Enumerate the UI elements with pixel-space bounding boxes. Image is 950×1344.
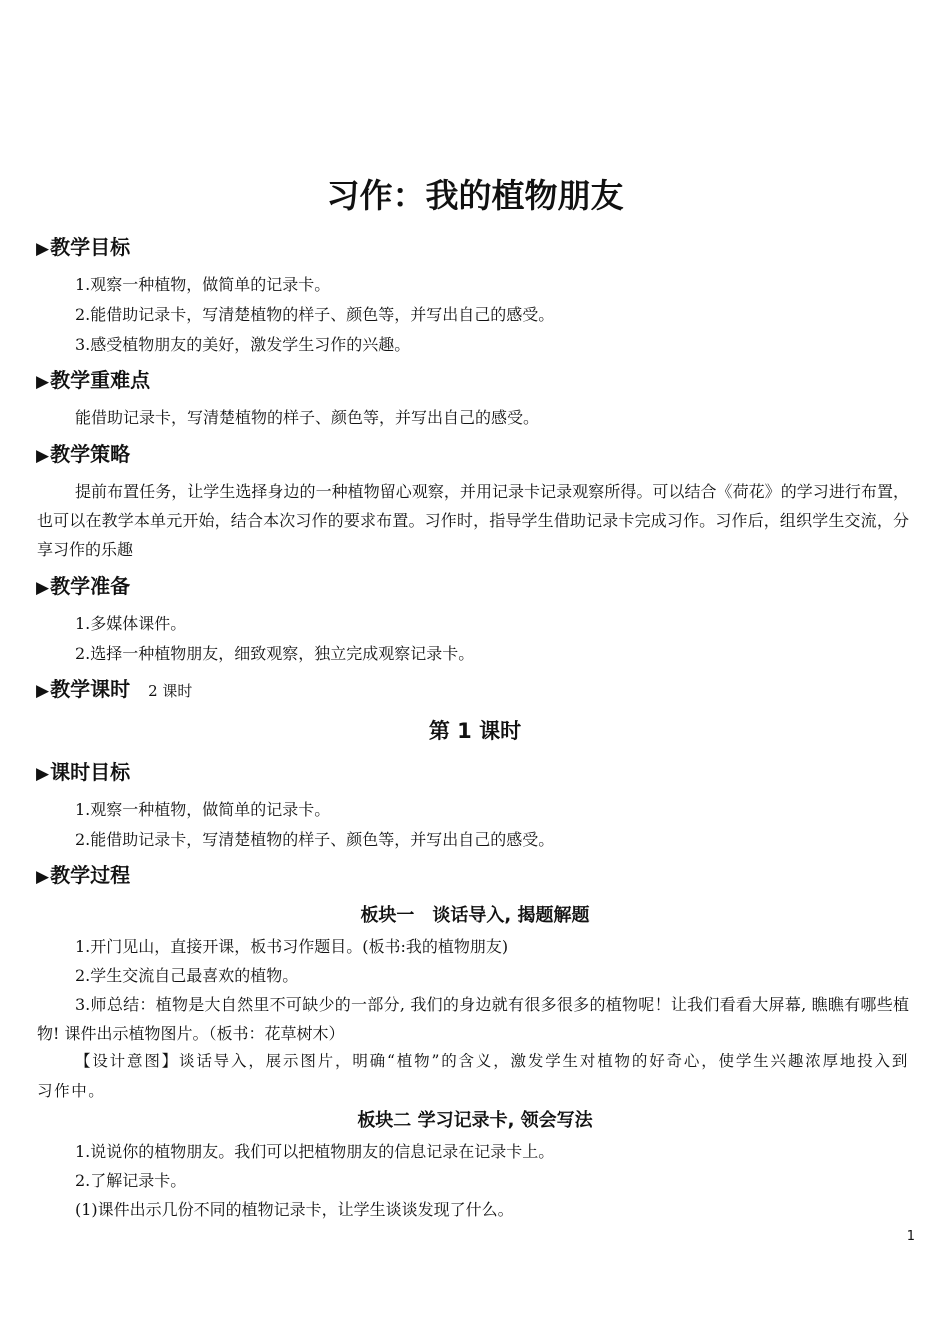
section-heading-goals bbox=[36, 233, 130, 263]
heading-text: 教学策略 bbox=[50, 442, 131, 466]
block2-item-1: 1.说说你的植物朋友。我们可以把植物朋友的信息记录在记录卡上。 bbox=[75, 1142, 555, 1161]
block1-item-1: 1.开门见山，直接开课，板书习作题目。(板书:我的植物朋友) bbox=[75, 937, 509, 956]
design-intent-paragraph: 【设计意图】谈话导入，展示图片，明确“植物”的含义，激发学生对植物的好奇心，使学生兴趣浓厚地投入到习作中。 bbox=[37, 1052, 909, 1100]
lesson-goal-item-1: 1.观察一种植物，做简单的记录卡。 bbox=[75, 800, 331, 819]
goal-item-3: 3.感受植物朋友的美好，激发学生习作的兴趣。 bbox=[75, 335, 411, 354]
section-heading-lesson-goals bbox=[36, 758, 130, 788]
section-heading-key-points bbox=[36, 366, 150, 396]
hours-value: 2 课时 bbox=[148, 682, 193, 700]
key-points-text: 能借助记录卡，写清楚植物的样子、颜色等，并写出自己的感受。 bbox=[75, 408, 540, 427]
heading-text: 教学课时 bbox=[50, 677, 131, 701]
section-heading-hours bbox=[36, 675, 192, 705]
triangle-bullet-icon: ▶ bbox=[36, 764, 50, 784]
block2-title: 板块二 学习记录卡, 领会写法 bbox=[357, 1110, 593, 1131]
lesson-title: 第 1 课时 bbox=[428, 719, 522, 743]
heading-text: 教学目标 bbox=[50, 235, 131, 259]
block1-paragraph-3: 3.师总结：植物是大自然里不可缺少的一部分, 我们的身边就有很多很多的植物呢！让我们看看大屏幕, 瞧瞧有哪些植物! 课件出示植物图片。（板书：花草树木） bbox=[37, 995, 909, 1043]
heading-text: 教学准备 bbox=[50, 574, 131, 598]
document-title: 习作：我的植物朋友 bbox=[326, 176, 624, 215]
section-heading-process bbox=[36, 861, 130, 891]
block2-item-3: (1)课件出示几份不同的植物记录卡，让学生谈谈发现了什么。 bbox=[75, 1200, 514, 1219]
triangle-bullet-icon: ▶ bbox=[36, 372, 50, 392]
block1-item-2: 2.学生交流自己最喜欢的植物。 bbox=[75, 966, 299, 985]
triangle-bullet-icon: ▶ bbox=[36, 681, 50, 701]
triangle-bullet-icon: ▶ bbox=[36, 578, 50, 598]
heading-text: 教学重难点 bbox=[50, 368, 151, 392]
lesson-goal-item-2: 2.能借助记录卡，写清楚植物的样子、颜色等，并写出自己的感受。 bbox=[75, 830, 555, 849]
section-heading-prep bbox=[36, 572, 130, 602]
triangle-bullet-icon: ▶ bbox=[36, 867, 50, 887]
strategy-paragraph: 提前布置任务，让学生选择身边的一种植物留心观察，并用记录卡记录观察所得。可以结合《荷花》的学习进行布置，也可以在教学本单元开始，结合本次习作的要求布置。习作时，指导学生借助记录卡完成习作。习作后，组织学生交流，分享习作的乐趣 bbox=[37, 482, 909, 559]
goal-item-1: 1.观察一种植物，做简单的记录卡。 bbox=[75, 275, 331, 294]
goal-item-2: 2.能借助记录卡，写清楚植物的样子、颜色等，并写出自己的感受。 bbox=[75, 305, 555, 324]
page-number: 1 bbox=[906, 1229, 915, 1244]
heading-text: 课时目标 bbox=[50, 760, 131, 784]
prep-item-2: 2.选择一种植物朋友，细致观察，独立完成观察记录卡。 bbox=[75, 644, 475, 663]
heading-text: 教学过程 bbox=[50, 863, 131, 887]
triangle-bullet-icon: ▶ bbox=[36, 446, 50, 466]
section-heading-strategy bbox=[36, 440, 130, 470]
triangle-bullet-icon: ▶ bbox=[36, 239, 50, 259]
prep-item-1: 1.多媒体课件。 bbox=[75, 614, 187, 633]
block1-title: 板块一 谈话导入, 揭题解题 bbox=[360, 905, 590, 926]
block2-item-2: 2.了解记录卡。 bbox=[75, 1171, 187, 1190]
